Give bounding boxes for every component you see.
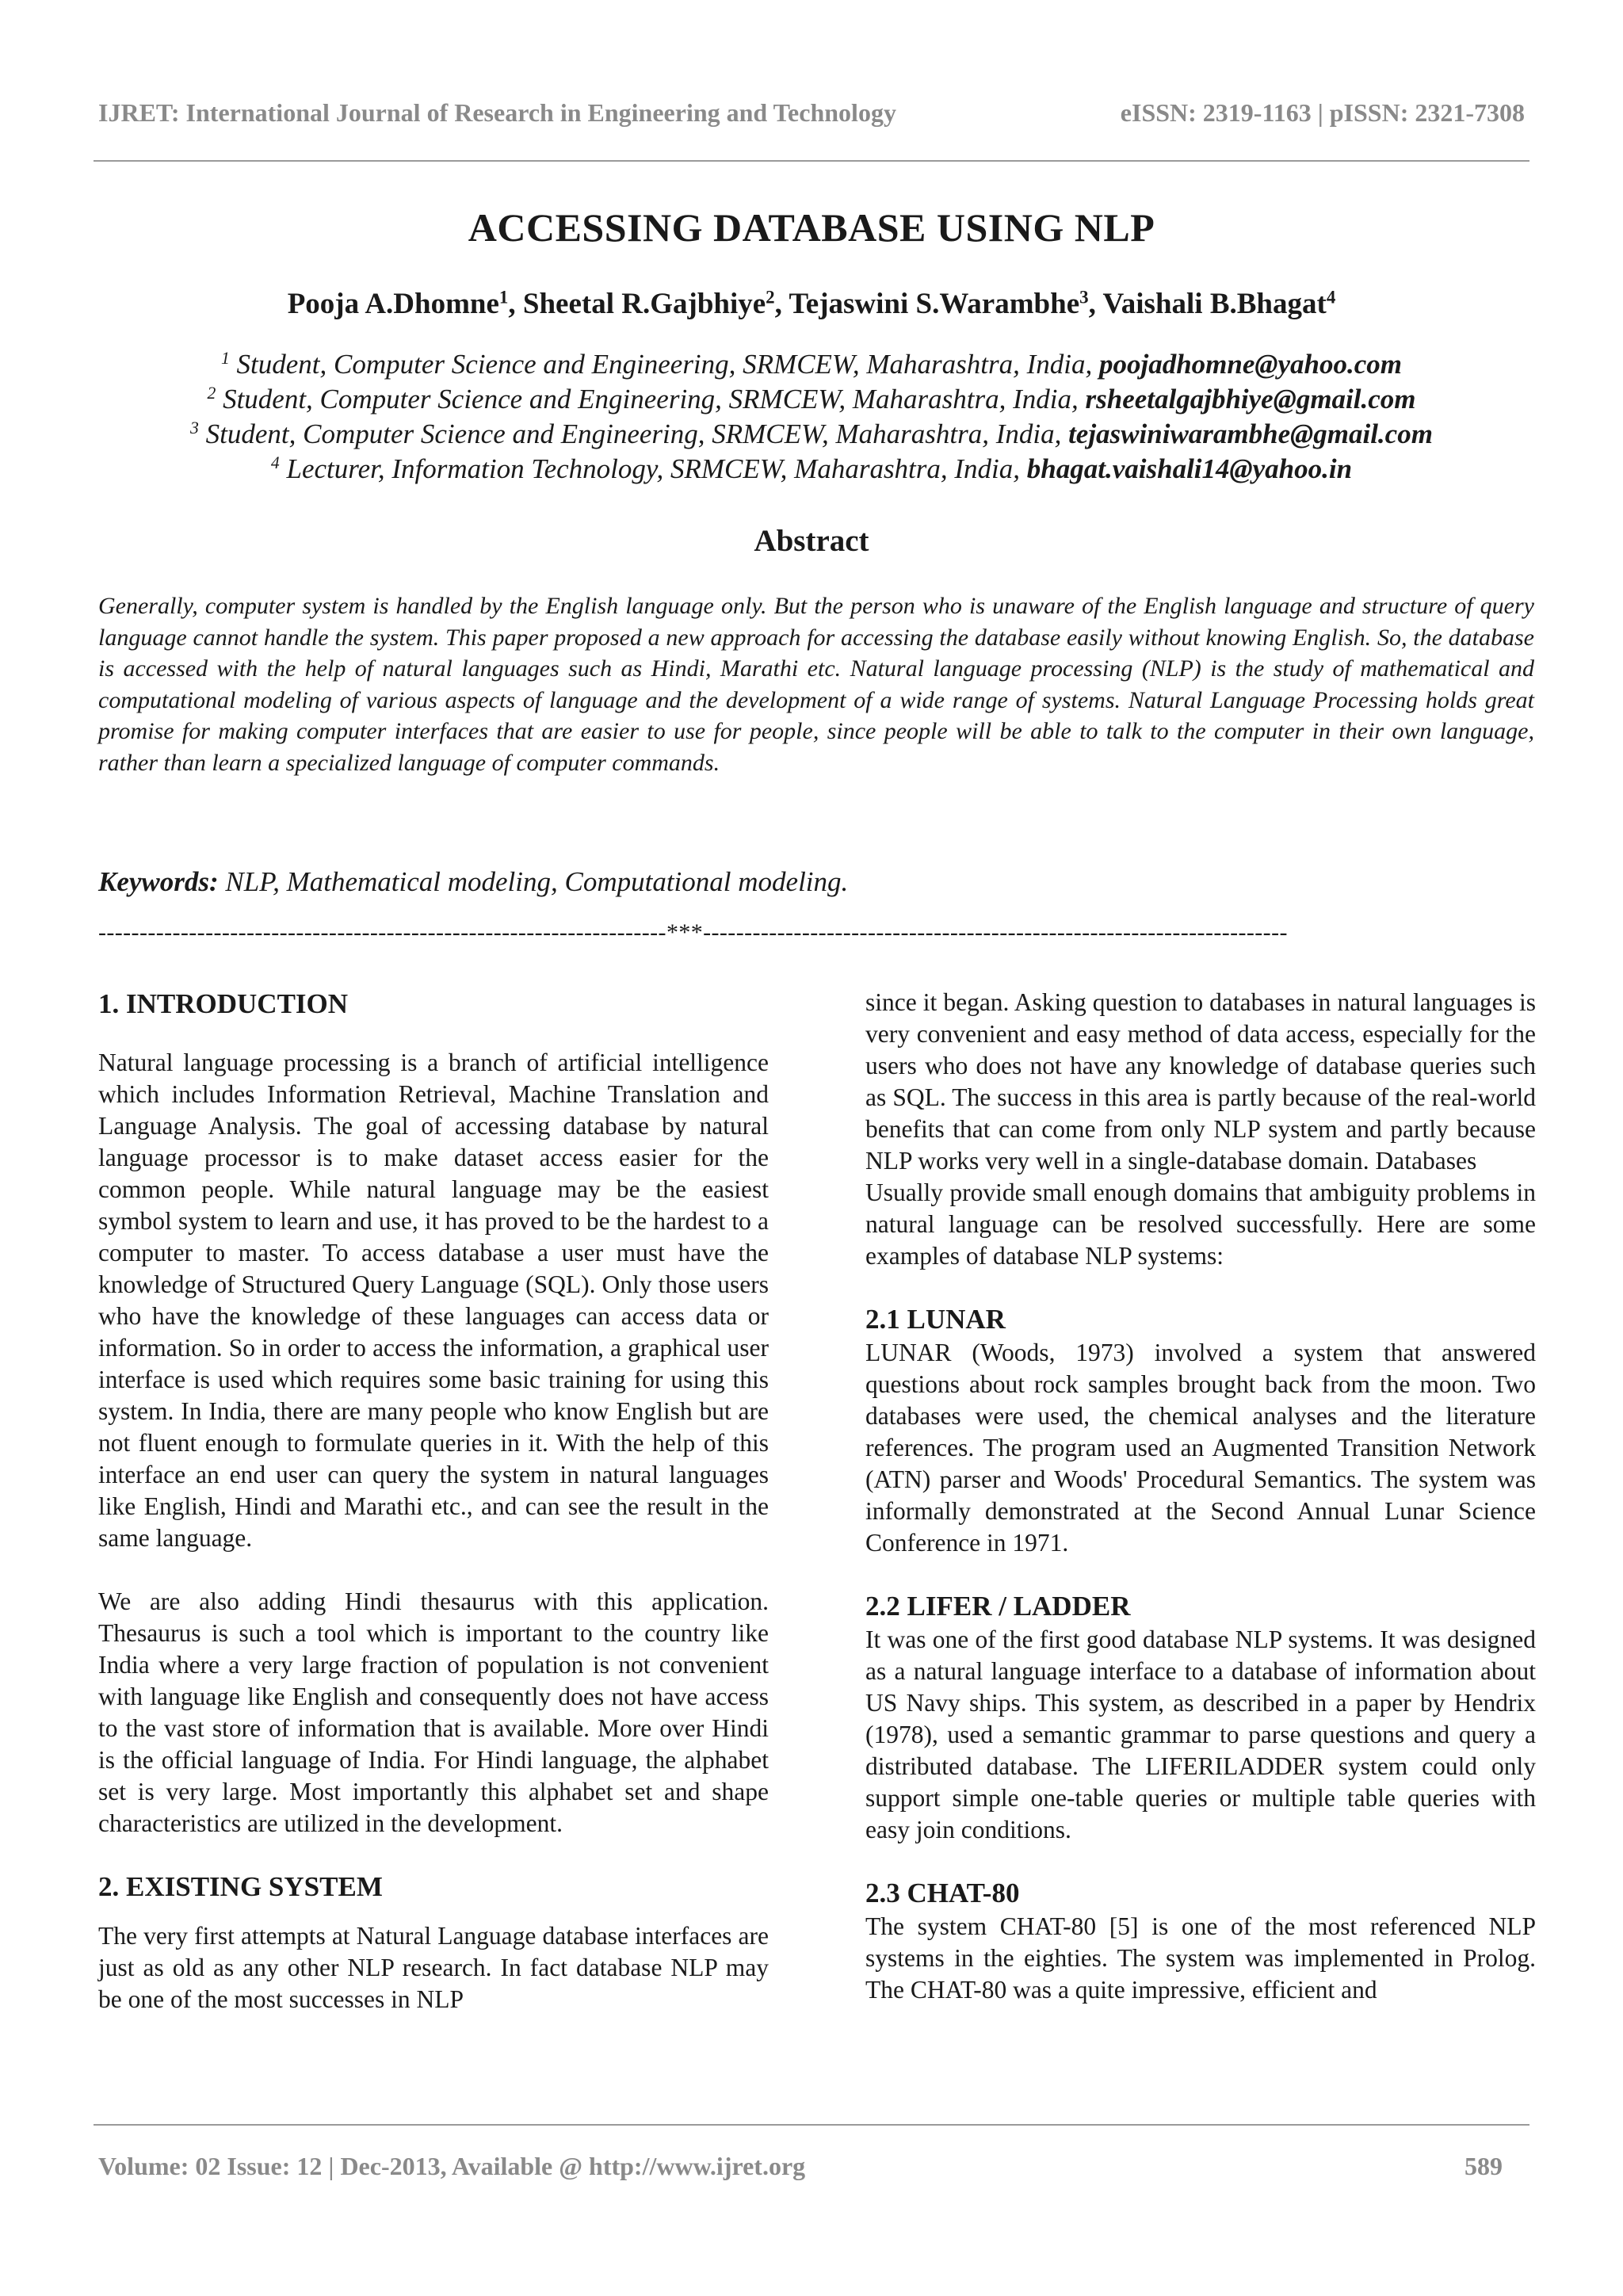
header-rule — [94, 160, 1529, 162]
keywords-text: NLP, Mathematical modeling, Computational modeling. — [225, 866, 849, 897]
affiliations — [0, 347, 1623, 487]
paragraph: It was one of the first good database NLP systems. It was designed as a natural language interface to a database of information about US Navy ships. This system, as described in a paper by Hendrix (1978), used a semantic grammar to parse questions and query a distributed database. The LIFERILADDER system could only support simple one-table queries or multiple table queries with easy join conditions. — [865, 1626, 1536, 1843]
section-heading: 1. INTRODUCTION — [98, 988, 349, 1019]
keywords — [98, 866, 1525, 898]
right-column — [865, 987, 1536, 2006]
subsection-heading: 2.3 CHAT-80 — [865, 1878, 1020, 1908]
page-number: 589 — [1465, 2152, 1503, 2180]
paragraph: Natural language processing is a branch of artificial intelligence which includes Information Retrieval, Machine Translation and Language Analysis. The goal of accessing database by natural language processor is to make dataset access easier for the common people. While natural language may be the easiest symbol system to learn and use, it has proved to be the hardest to a computer to master. To access database a user must have the knowledge of Structured Query Language (SQL). Only those users who have the knowledge of these languages can access data or information. So in order to access the information, a graphical user interface is used which requires some basic training for using this system. In India, there are many people who know English but are not fluent enough to formulate queries in it. With the help of this interface an end user can query the system in natural languages like English, Hindi and Marathi etc., and can see the result in the same language. — [98, 1049, 769, 1552]
paragraph: LUNAR (Woods, 1973) involved a system that answered questions about rock samples brought back from the moon. Two databases were used, the chemical analyses and the literature references. The program used an Augmented Transition Network (ATN) parser and Woods' Procedural Semantics. The system was informally demonstrated at the Second Annual Lunar Science Conference in 1971. — [865, 1339, 1536, 1557]
journal-name: IJRET: International Journal of Research in Engineering and Technology — [98, 98, 896, 127]
abstract-text: Generally, computer system is handled by the English language only. But the person who is unaware of the English language and structure of query language cannot handle the system. This paper proposed a new approach for accessing the database easily without knowing English. So, the database is accessed with the help of natural languages such as Hindi, Marathi etc. Natural language processing (NLP) is the study of mathematical and computational modeling of various aspects of language and the development of a wide range of systems. Natural Language Processing holds great promise for making computer interfaces that are easier to use for people, since people will be able to talk to the computer in their own language, rather than learn a specialized language of computer commands. — [98, 593, 1534, 776]
paper-title: ACCESSING DATABASE USING NLP — [468, 205, 1155, 250]
author: Vaishali B.Bhagat — [1102, 288, 1327, 320]
issn: eISSN: 2319-1163 | pISSN: 2321-7308 — [1120, 98, 1525, 127]
left-column — [98, 987, 769, 2015]
author: Pooja A.Dhomne — [287, 288, 499, 320]
subsection-heading: 2.2 LIFER / LADDER — [865, 1591, 1131, 1622]
section-heading: 2. EXISTING SYSTEM — [98, 1871, 383, 1902]
paragraph: The system CHAT-80 [5] is one of the most referenced NLP systems in the eighties. The system was implemented in Prolog. The CHAT-80 was a quite impressive, efficient and — [865, 1912, 1536, 2004]
author-email[interactable]: tejaswiniwarambhe@gmail.com — [1068, 418, 1433, 449]
paragraph: The very first attempts at Natural Language database interfaces are just as old as any other NLP research. In fact database NLP may be one of the most successes in NLP — [98, 1922, 769, 2013]
paragraph: since it began. Asking question to databases in natural languages is very convenient and easy method of data access, especially for the users who does not have any knowledge of database queries such as SQL. The success in this area is partly because of the real-world benefits that can come from only NLP system and partly because NLP works very well in a single-database domain. Databases — [865, 988, 1536, 1175]
footer-rule — [94, 2124, 1529, 2126]
running-footer — [98, 2152, 1503, 2181]
author-list: Pooja A.Dhomne$^1$, Sheetal R.Gajbhiye$^2$, Tejaswini S.Warambhe$^3$, Vaishali B.Bhagat$^4$ — [287, 287, 1336, 320]
paragraph: We are also adding Hindi thesaurus with this application. Thesaurus is such a tool which is important to the country like India where a very large fraction of population is not convenient with language like English and consequently does not have access to the vast store of information that is available. More over Hindi is the official language of India. For Hindi language, the alphabet set is very large. Most importantly this alphabet set and shape characteristics are utilized in the development. — [98, 1587, 769, 1837]
volume-info: Volume: 02 Issue: 12 | Dec-2013, Available @ http://www.ijret.org — [98, 2152, 806, 2180]
running-header — [98, 98, 1525, 128]
author-email[interactable]: rsheetalgajbhiye@gmail.com — [1085, 384, 1416, 415]
subsection-heading: 2.1 LUNAR — [865, 1304, 1006, 1335]
affiliation: $^2$ Student, Computer Science and Engineering, SRMCEW, Maharashtra, India, rsheetalgajbhiye@gmail.com — [207, 384, 1416, 415]
keywords-label: Keywords: — [98, 866, 219, 897]
abstract-heading: Abstract — [754, 524, 869, 558]
author-email[interactable]: poojadhomne@yahoo.com — [1098, 349, 1403, 380]
paragraph: Usually provide small enough domains that ambiguity problems in natural language can be resolved successfully. Here are some examples of database NLP systems: — [865, 1179, 1536, 1270]
author: Tejaswini S.Warambhe — [789, 288, 1080, 320]
section-separator: ---------------------------------------------------------------------***----------------------------------------------------------------------- — [98, 919, 1288, 946]
author-email[interactable]: bhagat.vaishali14@yahoo.in — [1026, 453, 1353, 484]
affiliation: $^4$ Lecturer, Information Technology, SRMCEW, Maharashtra, India, bhagat.vaishali14@yahoo.in — [270, 453, 1353, 484]
author: Sheetal R.Gajbhiye — [522, 288, 766, 320]
affiliation: $^1$ Student, Computer Science and Engineering, SRMCEW, Maharashtra, India, poojadhomne@yahoo.com — [220, 349, 1403, 380]
affiliation: $^3$ Student, Computer Science and Engineering, SRMCEW, Maharashtra, India, tejaswiniwarambhe@gmail.com — [190, 418, 1433, 449]
